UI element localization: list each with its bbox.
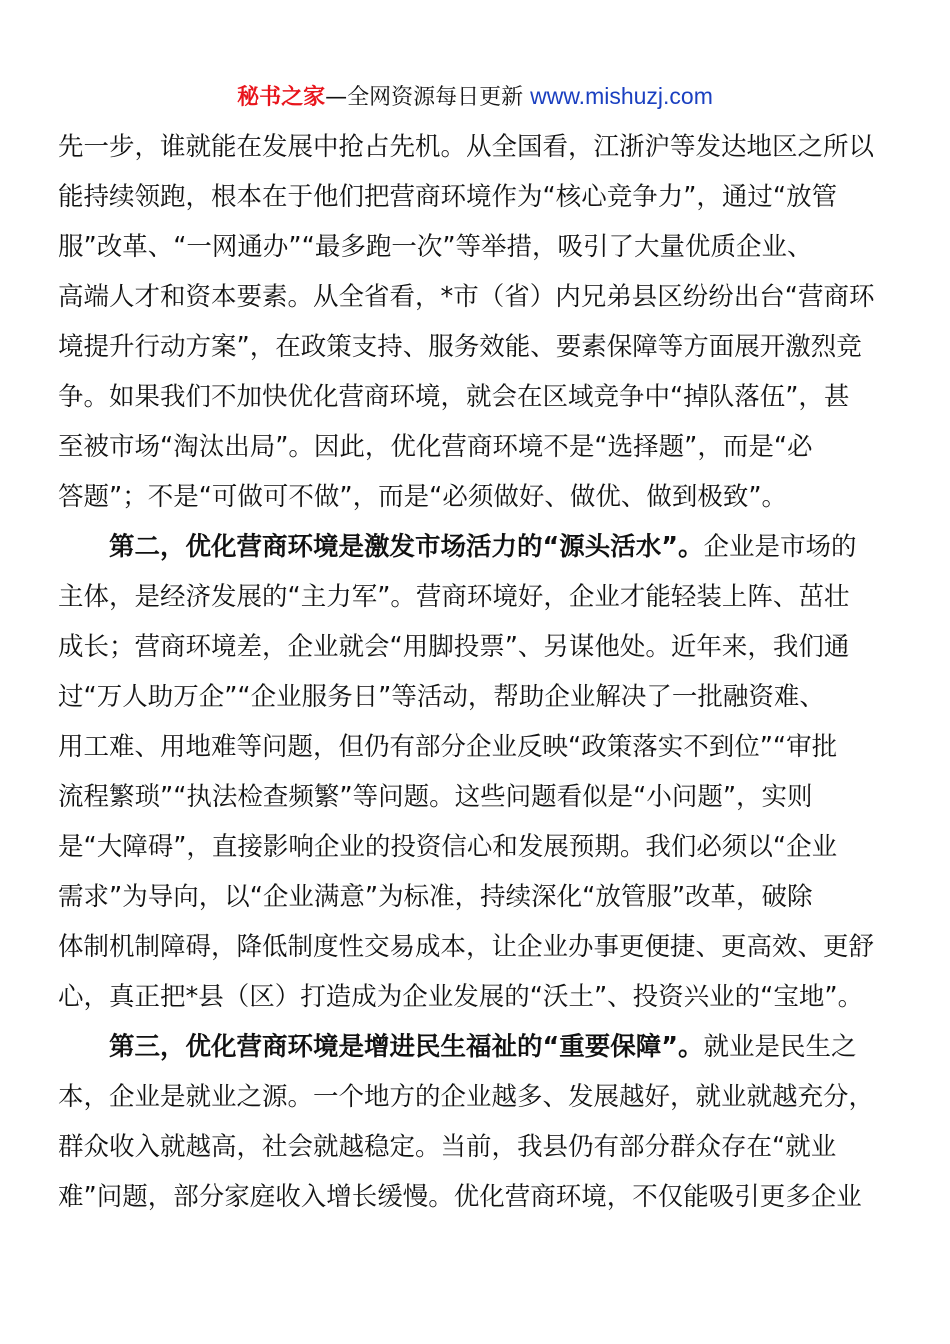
- text-line: 主体，是经济发展的“主力军”。营商环境好，企业才能轻装上阵、茁壮: [58, 582, 850, 612]
- paragraph-3-first-line: 第三，优化营商环境是增进民生福祉的“重要保障”。就业是民生之: [109, 1032, 857, 1062]
- text-line: 境提升行动方案”，在政策支持、服务效能、要素保障等方面展开激烈竞: [58, 332, 862, 362]
- text-line: 过“万人助万企”“企业服务日”等活动，帮助企业解决了一批融资难、: [58, 682, 825, 712]
- text-line: 服”改革、“一网通办”“最多跑一次”等举措，吸引了大量优质企业、: [58, 232, 813, 262]
- site-url-link[interactable]: www.mishuzj.com: [530, 83, 713, 109]
- text-line: 能持续领跑，根本在于他们把营商环境作为“核心竞争力”，通过“放管: [58, 182, 838, 212]
- text-line: 至被市场“淘汰出局”。因此，优化营商环境不是“选择题”，而是“必: [58, 432, 813, 462]
- text-line: 流程繁琐”“执法检查频繁”等问题。这些问题看似是“小问题”，实则: [58, 782, 813, 812]
- text-line: 难”问题，部分家庭收入增长缓慢。优化营商环境，不仅能吸引更多企业: [58, 1182, 862, 1212]
- site-banner: [0, 80, 950, 114]
- paragraph-2-first-line: 第二，优化营商环境是激发市场活力的“源头活水”。企业是市场的: [109, 532, 857, 562]
- text-line: 先一步，谁就能在发展中抢占先机。从全国看，江浙沪等发达地区之所以: [58, 132, 875, 162]
- text-line: 心，真正把*县（区）打造成为企业发展的“沃土”、投资兴业的“宝地”。: [58, 982, 864, 1012]
- text-line: 高端人才和资本要素。从全省看，*市（省）内兄弟县区纷纷出台“营商环: [58, 282, 875, 312]
- text-line: 用工难、用地难等问题，但仍有部分企业反映“政策落实不到位”“审批: [58, 732, 838, 762]
- text-line: 本，企业是就业之源。一个地方的企业越多、发展越好，就业就越充分，: [58, 1082, 875, 1112]
- text-line: 体制机制障碍，降低制度性交易成本，让企业办事更便捷、更高效、更舒: [58, 932, 875, 962]
- text-line: 需求”为导向，以“企业满意”为标准，持续深化“放管服”改革，破除: [58, 882, 813, 912]
- text-line: 群众收入就越高，社会就越稳定。当前，我县仍有部分群众存在“就业: [58, 1132, 837, 1162]
- text-line: 答题”；不是“可做可不做”，而是“必须做好、做优、做到极致”。: [58, 482, 788, 512]
- text-line: 是“大障碍”，直接影响企业的投资信心和发展预期。我们必须以“企业: [58, 832, 838, 862]
- text-line: 争。如果我们不加快优化营商环境，就会在区域竞争中“掉队落伍”，甚: [58, 382, 850, 412]
- site-brand: 秘书之家: [237, 85, 326, 110]
- document-body: [58, 122, 892, 1222]
- paragraph-3-heading: 第三，优化营商环境是增进民生福祉的“重要保障”。: [109, 1032, 704, 1062]
- text-line: 成长；营商环境差，企业就会“用脚投票”、另谋他处。近年来，我们通: [58, 632, 850, 662]
- paragraph-2-heading: 第二，优化营商环境是激发市场活力的“源头活水”。: [109, 532, 704, 562]
- site-slogan: —全网资源每日更新: [325, 85, 524, 110]
